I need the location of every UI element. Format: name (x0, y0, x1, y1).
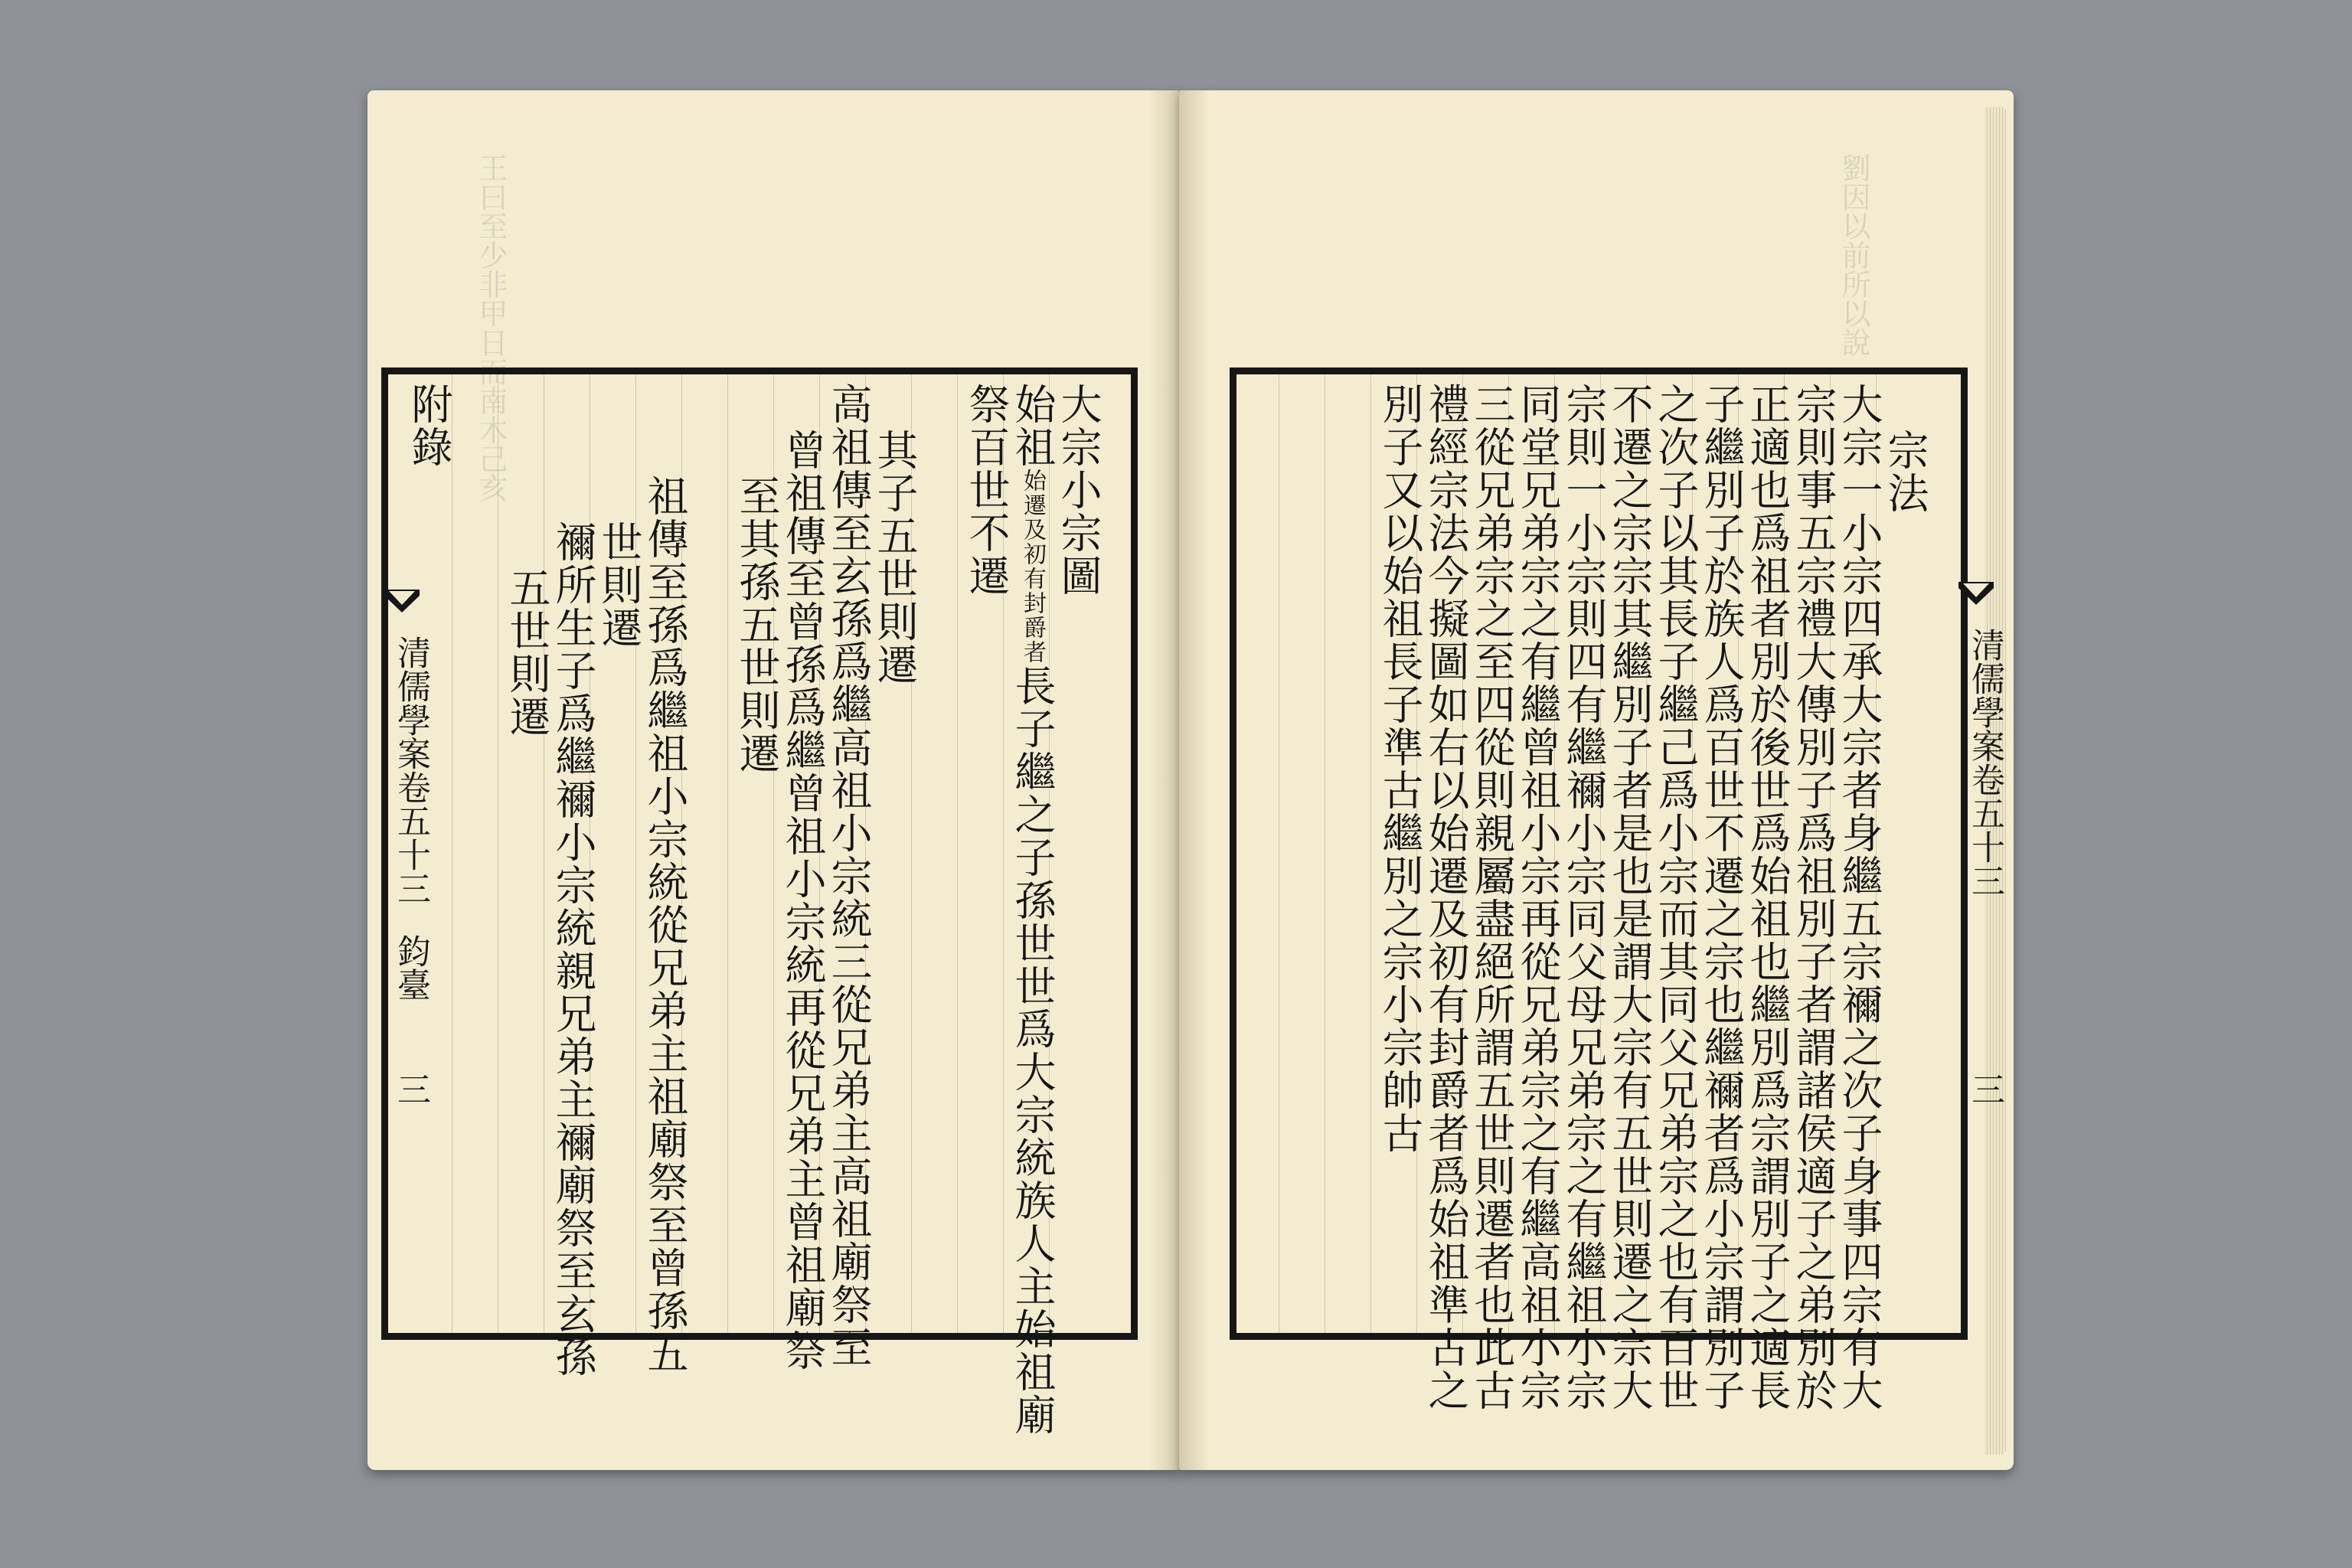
text-column: 別子又以始祖長子準古繼別之宗小宗帥古 (1376, 383, 1424, 1155)
text-column: 祖傳至孫爲繼祖小宗統從兄弟主祖廟祭至曾孫五 (641, 475, 689, 1375)
page-number-left: 三 (391, 1072, 430, 1106)
book-title-left: 清儒學案卷五十三 (391, 635, 430, 905)
text-column: 三從兄弟宗之至四從則親屬盡絕所謂五世則遷者也此古 (1468, 383, 1516, 1412)
text-column: 大宗一小宗四承大宗者身繼五宗禰之次子身事四宗有大 (1835, 383, 1883, 1412)
section-title: 宗法 (1881, 429, 1929, 514)
chapter-title: 鈞臺 (391, 934, 430, 1001)
page-number-right: 三 (1965, 1072, 2004, 1106)
text-column: 禰所生子爲繼禰小宗統親兄弟主禰廟祭至玄孫 (549, 521, 597, 1378)
text-column: 其子五世則遷 (871, 429, 919, 686)
text-column: 禮經宗法今擬圖如右以始遷及初有封爵者爲始祖準古之 (1422, 383, 1470, 1412)
text-column: 大宗小宗圖 (1054, 383, 1102, 597)
column-rule (727, 374, 728, 1333)
text-main: 始祖 (1008, 383, 1057, 469)
text-column: 曾祖傳至曾孫爲繼曾祖小宗統再從兄弟主曾祖廟祭 (779, 429, 827, 1372)
column-rule (635, 374, 636, 1333)
text-column: 五世則遷 (503, 567, 551, 738)
text-column: 正適也爲祖者別於後世爲始祖也繼別爲宗謂別子之適長 (1743, 383, 1792, 1412)
text-main: 長子繼之子孫世世爲大宗統族人主始祖廟 (1008, 665, 1057, 1436)
show-through-right: 劉因以前所以說 (1837, 153, 1870, 357)
book-title-right: 清儒學案卷五十三 (1965, 628, 2004, 897)
text-column: 世則遷 (595, 521, 643, 649)
show-through-left: 王曰至少非甲日而南木己亥 (474, 153, 508, 502)
section-label: 附錄 (405, 383, 453, 469)
text-column: 至其孫五世則遷 (733, 475, 781, 775)
text-column: 祭百世不遷 (962, 383, 1011, 597)
text-column: 同堂兄弟宗之有繼曾祖小宗再從兄弟宗之有繼高祖小宗 (1514, 383, 1562, 1412)
text-column: 之次子以其長子繼己爲小宗而其同父兄弟宗之也有百世 (1651, 383, 1700, 1412)
text-column: 子繼別子於族人爲百世不遷之宗也繼禰者爲小宗謂別子 (1697, 383, 1746, 1412)
text-column: 不遷之宗宗其繼別子者是也是謂大宗有五世則遷之宗大 (1606, 383, 1654, 1412)
column-rule (957, 374, 958, 1333)
text-column: 宗則事五宗禮大傳別子爲祖別子者謂諸侯適子之弟別於 (1789, 383, 1838, 1412)
fish-tail-icon (383, 590, 421, 628)
column-rule (1370, 374, 1371, 1333)
text-note: 始遷及初有封爵者 (1019, 469, 1046, 665)
text-column: 宗則一小宗則四有繼禰小宗同父母兄弟宗之有繼祖小宗 (1560, 383, 1608, 1412)
text-column (1009, 383, 1055, 1436)
text-column: 高祖傳至玄孫爲繼高祖小宗統三從兄弟主高祖廟祭至 (825, 383, 873, 1369)
book-gutter (1148, 90, 1210, 1470)
fish-tail-icon (1957, 582, 1995, 620)
